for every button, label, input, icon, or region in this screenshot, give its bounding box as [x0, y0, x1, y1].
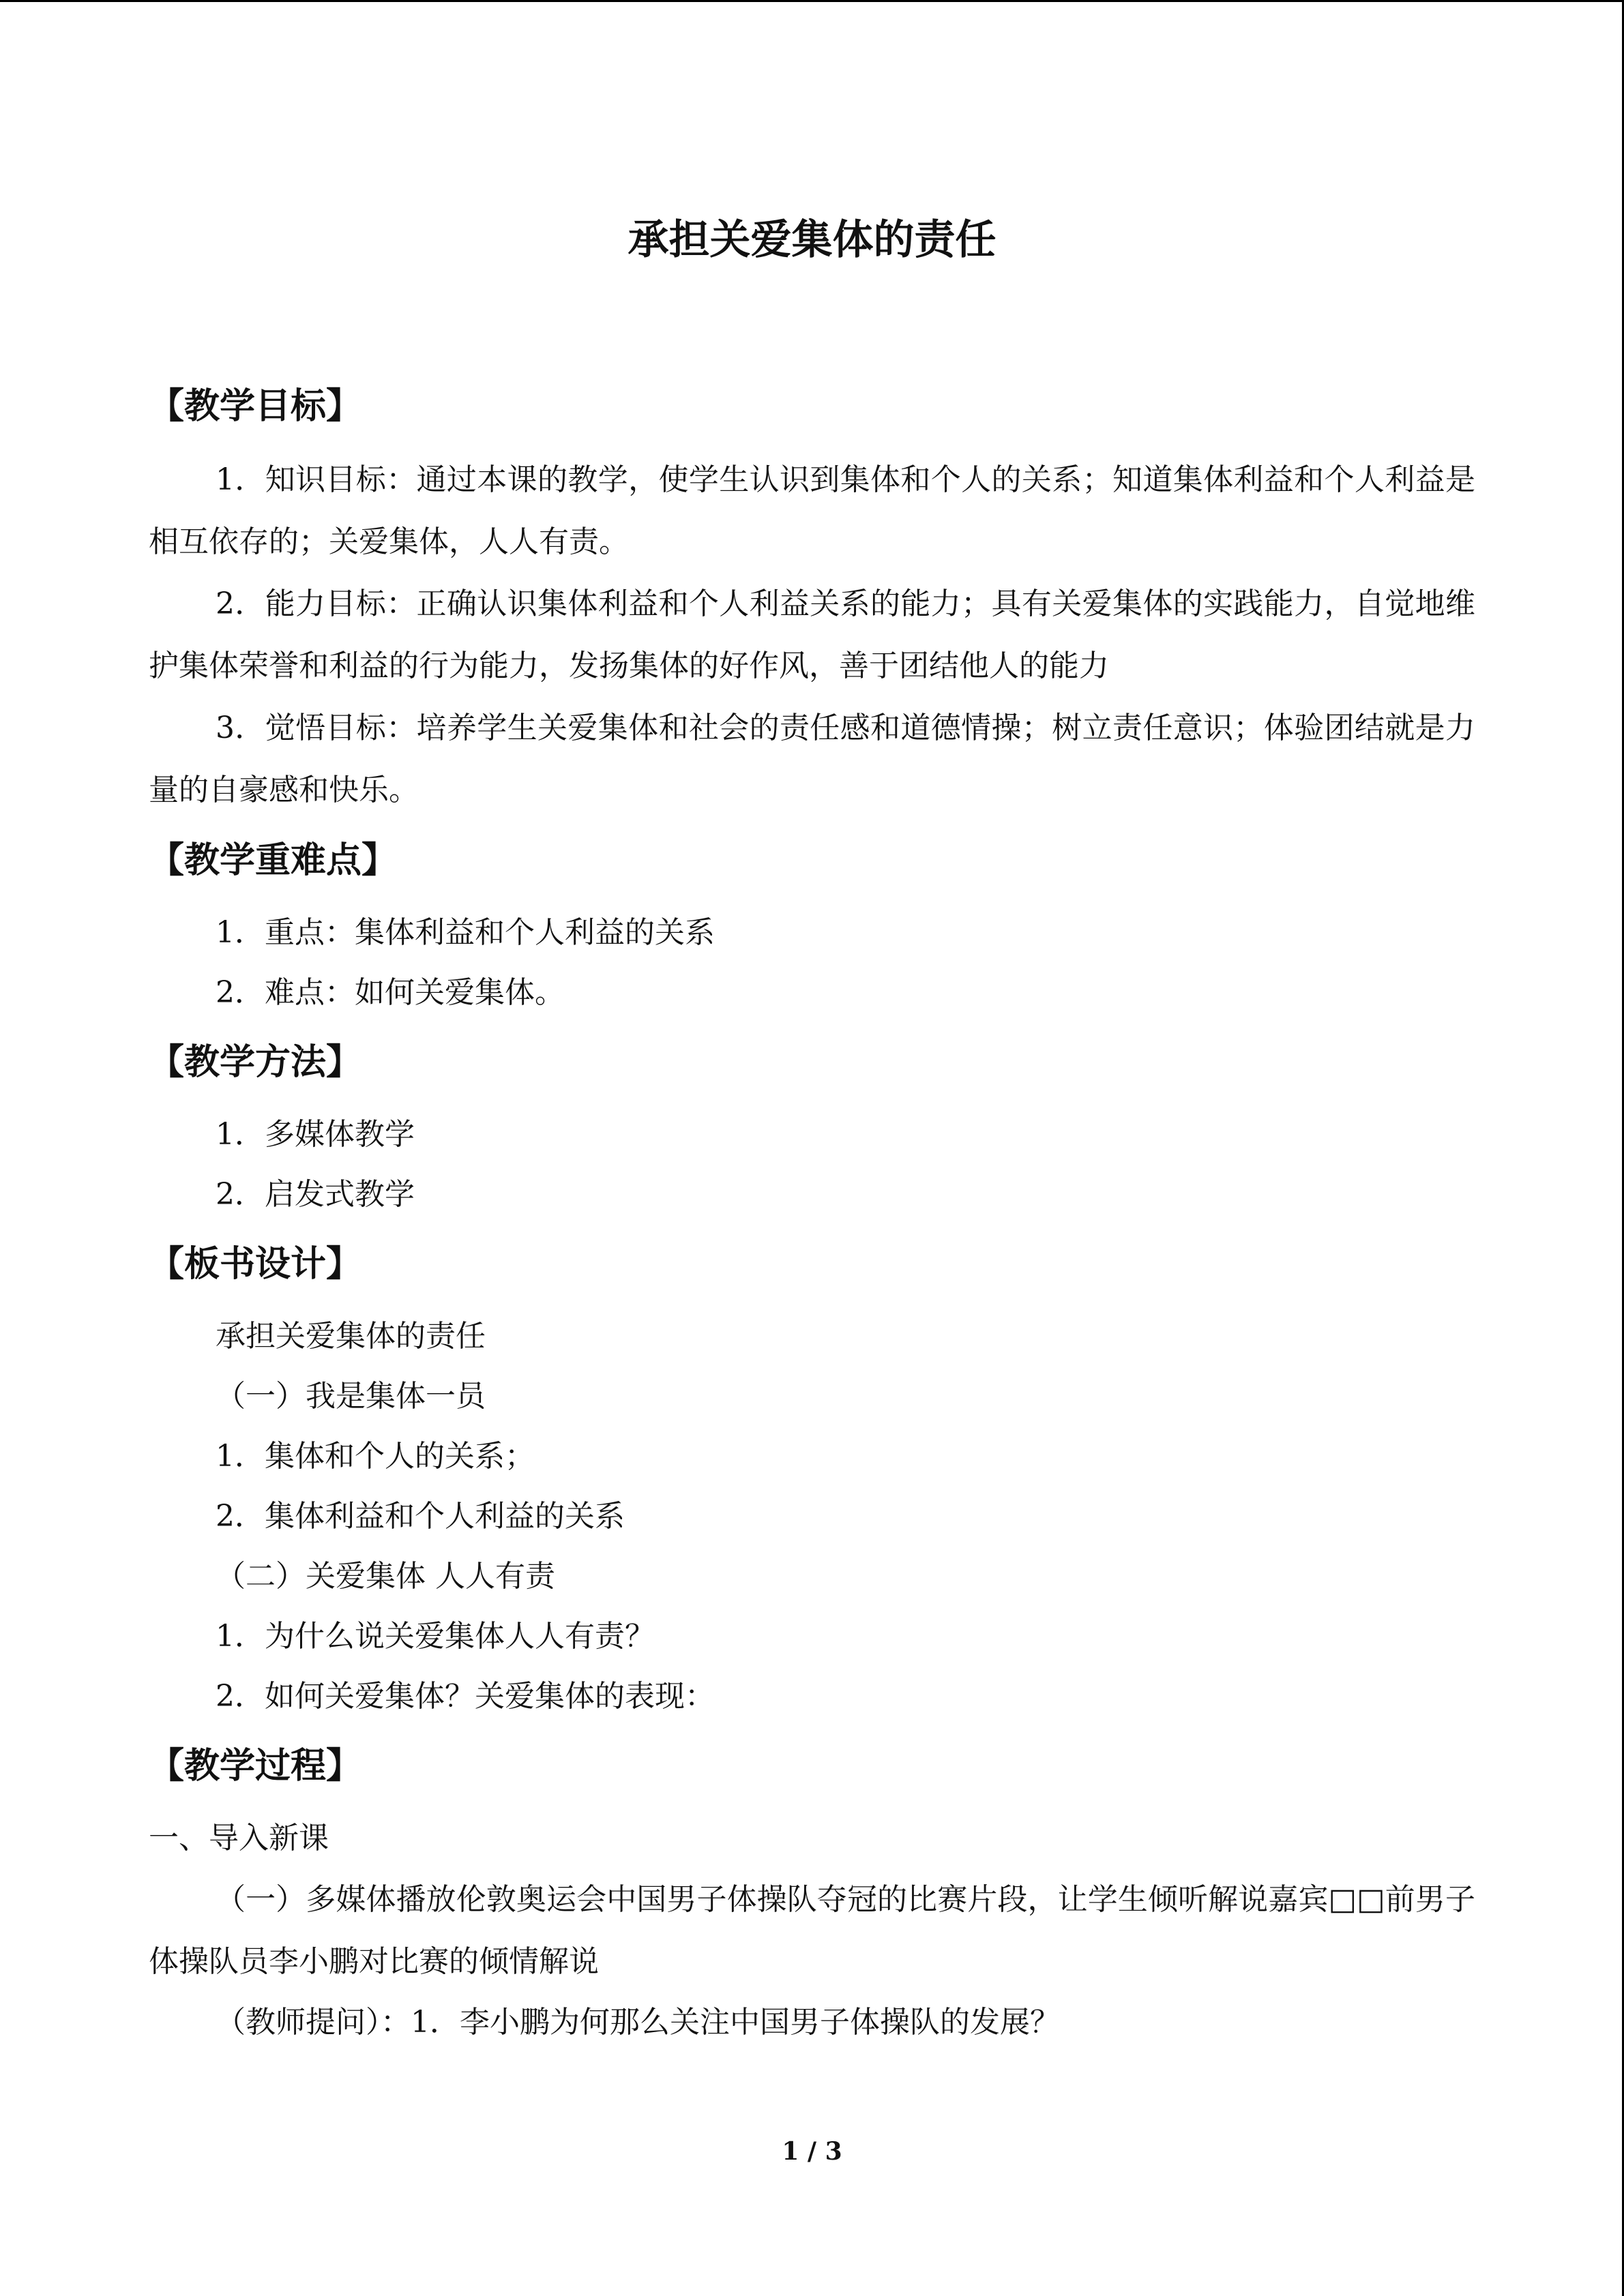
- document-title: 承担关爱集体的责任: [628, 216, 996, 264]
- board-item: （二）关爱集体 人人有责: [216, 1559, 555, 1594]
- board-item: 2．如何关爱集体？关爱集体的表现：: [216, 1679, 715, 1714]
- section-heading-key-points: 【教学重难点】: [149, 840, 398, 881]
- page-number: 1 / 3: [782, 2137, 842, 2166]
- process-question: （教师提问）：1．李小鹏为何那么关注中国男子体操队的发展？: [216, 2005, 1060, 2040]
- key-point-item: 1．重点：集体利益和个人利益的关系: [216, 915, 715, 950]
- board-item: 2．集体利益和个人利益的关系: [216, 1499, 625, 1534]
- section-heading-process: 【教学过程】: [149, 1746, 362, 1787]
- board-item: （一）我是集体一员: [216, 1379, 486, 1414]
- process-intro: 一、导入新课: [149, 1821, 329, 1855]
- document-body: [149, 382, 1475, 2053]
- section-heading-goals: 【教学目标】: [149, 386, 362, 427]
- section-heading-board: 【板书设计】: [149, 1244, 362, 1285]
- board-item: 1．集体和个人的关系；: [216, 1439, 535, 1474]
- goal-item-awareness: 3．觉悟目标：培养学生关爱集体和社会的责任感和道德情操；树立责任意识；体验团结就是力量的自豪感和快乐。: [149, 711, 1475, 807]
- board-item: 承担关爱集体的责任: [216, 1319, 486, 1354]
- key-point-item: 2．难点：如何关爱集体。: [216, 975, 565, 1010]
- board-item: 1．为什么说关爱集体人人有责？: [216, 1619, 655, 1654]
- method-item: 2．启发式教学: [216, 1177, 415, 1212]
- goal-item-knowledge: 1．知识目标：通过本课的教学，使学生认识到集体和个人的关系；知道集体利益和个人利益是相互依存的；关爱集体，人人有责。: [149, 462, 1475, 559]
- goal-item-ability: 2．能力目标：正确认识集体利益和个人利益关系的能力；具有关爱集体的实践能力，自觉地维护集体荣誉和利益的行为能力，发扬集体的好作风，善于团结他人的能力: [149, 586, 1475, 683]
- section-heading-methods: 【教学方法】: [149, 1042, 362, 1083]
- method-item: 1．多媒体教学: [216, 1117, 415, 1152]
- process-paragraph: （一）多媒体播放伦敦奥运会中国男子体操队夺冠的比赛片段，让学生倾听解说嘉宾□□前男子体操队员李小鹏对比赛的倾情解说: [149, 1882, 1475, 1979]
